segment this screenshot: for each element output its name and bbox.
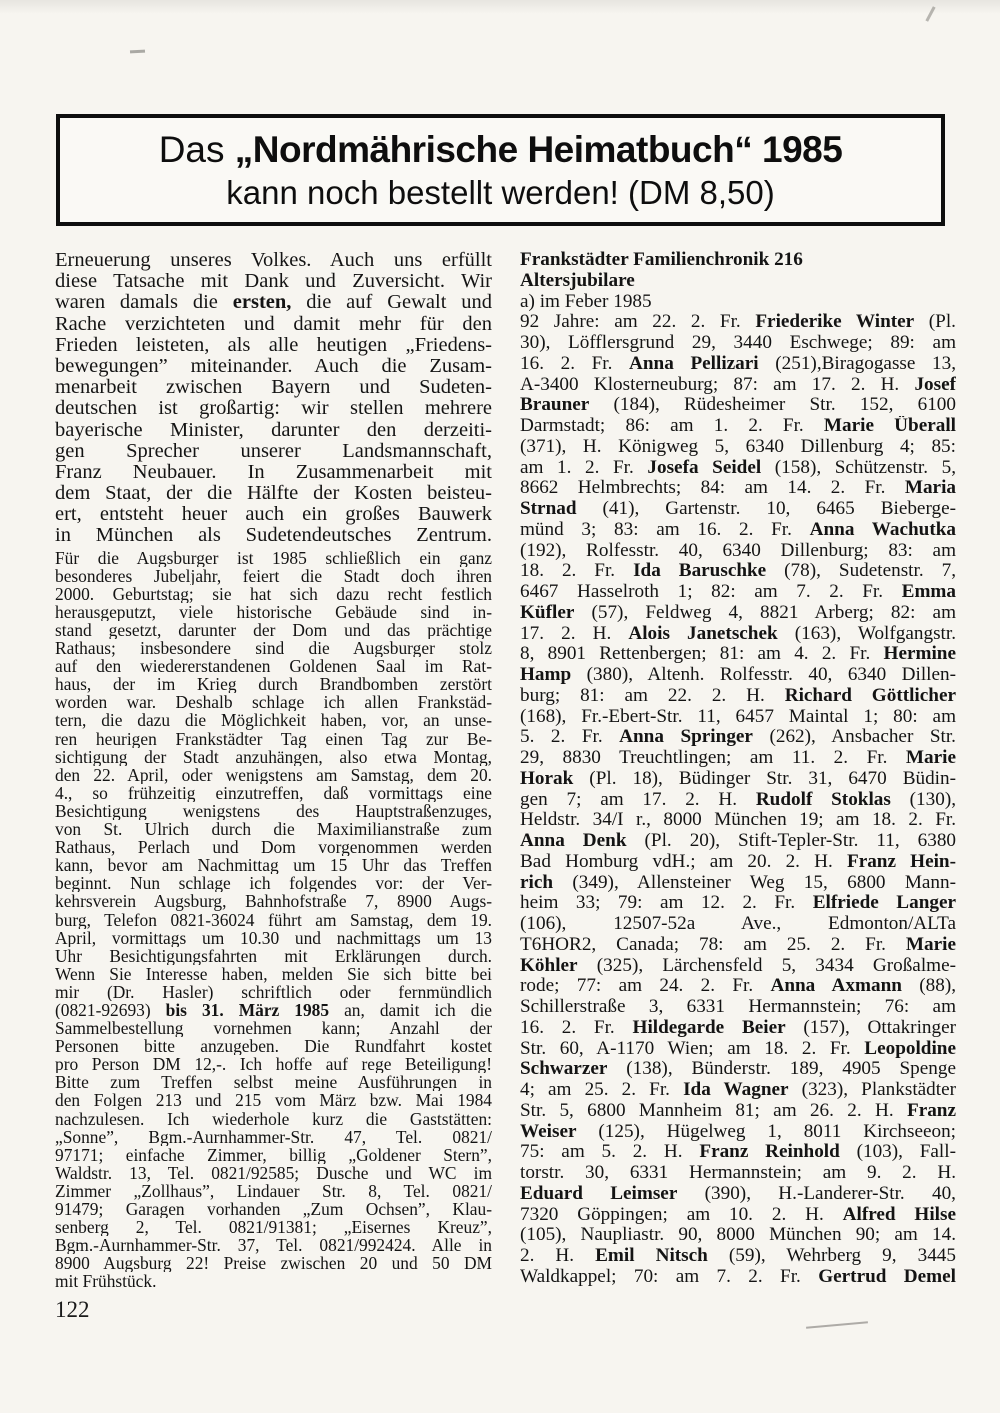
scan-artifact-speck bbox=[925, 6, 935, 22]
text-line: dem Staat, der die Hälfte der Kosten beisteu- bbox=[55, 483, 492, 505]
text-line: Personen bitte anzugeben. Die Rundfahrt kostet bbox=[55, 1037, 492, 1056]
text-line: 17. 2. H. Alois Janetschek (163), Wolfgangstr. bbox=[520, 623, 956, 644]
text-line: 5. 2. Fr. Anna Springer (262), Ansbacher Str. bbox=[520, 727, 956, 748]
text-line: 16. 2. Fr. Anna Pellizari (251),Biragogasse 13, bbox=[520, 353, 956, 374]
text-line: 8662 Helmbrechts; 84: am 14. 2. Fr. Maria bbox=[520, 478, 956, 499]
text-line: den 22. April, oder wenigstens am Samstag, dem 20. bbox=[55, 765, 492, 784]
banner-subtitle: kann noch bestellt werden! (DM 8,50) bbox=[226, 174, 775, 211]
text-line: Eduard Leimser (390), H.-Landerer-Str. 40, bbox=[520, 1183, 956, 1204]
text-line: Schwarzer (138), Bünderstr. 189, 4905 Spenge bbox=[520, 1059, 956, 1080]
text-line: Rathaus; insbesondere sind die Augsburger stolz bbox=[55, 639, 492, 658]
order-banner bbox=[56, 114, 945, 226]
text-line: nachzulesen. Ich wiederhole kurz die Gaststätten: bbox=[55, 1109, 492, 1128]
text-line: Küfler (57), Feldweg 4, 8821 Arberg; 82: am bbox=[520, 602, 956, 623]
text-run: Das bbox=[158, 129, 235, 170]
text-line: Bitte zum Treffen selbst meine Ausführungen in bbox=[55, 1073, 492, 1092]
text-line: Waldstr. 13, Tel. 0821/92585; Dusche und WC im bbox=[55, 1163, 492, 1182]
text-line: haus, der im Krieg durch Brandbomben zerstört bbox=[55, 675, 492, 694]
text-line: Für die Augsburger ist 1985 schließlich ein ganz bbox=[55, 548, 492, 567]
text-line: Rache verzichteten und damit mehr für den bbox=[55, 313, 492, 335]
text-line: 2. H. Emil Nitsch (59), Wehrberg 9, 3445 bbox=[520, 1246, 956, 1266]
text-line: Franz Neubauer. In Zusammenarbeit mit bbox=[55, 461, 492, 483]
text-line: 29, 8830 Treuchtlingen; am 11. 2. Fr. Marie bbox=[520, 748, 956, 768]
text-line: in München als Sudetendeutsches Zentrum. bbox=[55, 525, 492, 547]
text-line: „Sonne”, Bgm.-Aurnhammer-Str. 47, Tel. 0821/ bbox=[55, 1127, 492, 1146]
text-line: Str. 60, A-1170 Wien; am 18. 2. Fr. Leopoldine bbox=[520, 1038, 956, 1059]
text-line: Brauner (184), Rüdesheimer Str. 152, 6100 bbox=[520, 395, 956, 416]
text-line: kehrsverein Augsburg, Bahnhofstraße 7, 8900 Augs- bbox=[55, 892, 492, 911]
text-line: Bad Homburg vdH.; am 20. 2. H. Franz Hein- bbox=[520, 851, 956, 872]
text-line: am 1. 2. Fr. Josefa Seidel (158), Schützenstr. 5, bbox=[520, 457, 956, 478]
text-line: Strnad (41), Gartenstr. 10, 6465 Bieberge- bbox=[520, 499, 956, 519]
intro-paragraph bbox=[55, 250, 492, 547]
text-line: pro Person DM 12,-. Ich hoffe auf rege Beteiligung! bbox=[55, 1055, 492, 1074]
text-line: 4; am 25. 2. Fr. Ida Wagner (323), Plankstädter bbox=[520, 1080, 956, 1100]
text-line: ren heurigen Frankstädter Tag einen Tag zur Be- bbox=[55, 729, 492, 748]
text-line: ert, entsteht heuer auch ein großes Bauwerk bbox=[55, 504, 492, 526]
text-line: April, vormittags um 10.30 und nachmittags um 13 bbox=[55, 928, 492, 947]
text-line: 16. 2. Fr. Hildegarde Beier (157), Ottakringer bbox=[520, 1017, 956, 1038]
text-line: deutschen ist großartig: wir stellen mehrere bbox=[55, 398, 492, 420]
text-line: Waldkappel; 70: am 7. 2. Fr. Gertrud Demel bbox=[520, 1266, 956, 1287]
text-line: 8, 8901 Rettenbergen; 81: am 4. 2. Fr. Hermine bbox=[520, 644, 956, 665]
text-line: mir (Dr. Hasler) schriftlich oder fernmündlich bbox=[55, 982, 492, 1001]
text-line: rode; 77: am 24. 2. Fr. Anna Axmann (88), bbox=[520, 976, 956, 997]
text-line: senberg 2, Tel. 0821/91381; „Eisernes Kreuz”, bbox=[55, 1218, 492, 1237]
text-line: bewegungen” miteinander. Auch die Zusam- bbox=[55, 355, 492, 377]
text-line: 2000. Geburtstag; sie hat sich dazu recht festlich bbox=[55, 584, 492, 603]
text-line: Weiser (125), Hügelweg 1, 8011 Kirchseeon; bbox=[520, 1121, 956, 1142]
text-line: burg; 81: am 22. 2. H. Richard Göttlicher bbox=[520, 685, 956, 706]
text-line: 18. 2. Fr. Ida Baruschke (78), Sudetenstr. 7, bbox=[520, 561, 956, 582]
augsburg-meeting-paragraph bbox=[55, 549, 492, 1291]
text-line: rich (349), Allensteiner Weg 15, 6800 Mann- bbox=[520, 872, 956, 893]
text-line: torstr. 30, 6331 Hermannstein; am 9. 2. H. bbox=[520, 1163, 956, 1183]
text-line: 91479; Garagen vorhanden „Zum Ochsen”, Klau- bbox=[55, 1200, 492, 1219]
text-line: Sammelbestellung vornehmen kann; Anzahl der bbox=[55, 1019, 492, 1038]
text-line: 30), Löfflersgrund 29, 3440 Eschwege; 89: am bbox=[520, 333, 956, 353]
text-line: Erneuerung unseres Volkes. Auch uns erfüllt bbox=[55, 250, 492, 271]
text-line: Frankstädter Familienchronik 216 bbox=[520, 250, 803, 270]
text-line: 92 Jahre: am 22. 2. Fr. Friederike Winter (Pl. bbox=[520, 312, 956, 333]
text-line: diese Tatsache mit Dank und Zuversicht. Wir bbox=[55, 271, 492, 293]
text-line: Bgm.-Aurnhammer-Str. 37, Tel. 0821/992424. Alle in bbox=[55, 1236, 492, 1255]
text-line: sichtigung der Stadt anzuhängen, also etwa Montag, bbox=[55, 747, 492, 766]
text-line: tern, die dazu die Möglichkeit haben, vor, an unse- bbox=[55, 711, 492, 730]
text-line: beginnt. Nun schlage ich folgendes vor: der Ver- bbox=[55, 874, 492, 893]
text-line: Hamp (380), Altenh. Rolfesstr. 40, 6340 Dillen- bbox=[520, 665, 956, 685]
text-line: T6HOR2, Canada; 78: am 25. 2. Fr. Marie bbox=[520, 934, 956, 955]
text-line: den Folgen 213 und 215 vom März bzw. Mai 1984 bbox=[55, 1091, 492, 1110]
scan-artifact-scratch bbox=[806, 1321, 868, 1328]
text-line: 6467 Hasselroth 1; 82: am 7. 2. Fr. Emma bbox=[520, 582, 956, 602]
text-line: Darmstadt; 86: am 1. 2. Fr. Marie Überall bbox=[520, 416, 956, 436]
left-column bbox=[55, 250, 492, 1290]
text-line: a) im Feber 1985 bbox=[520, 291, 652, 312]
text-line: heim 33; 79: am 12. 2. Fr. Elfriede Langer bbox=[520, 893, 956, 914]
text-line: Köhler (325), Lärchensfeld 5, 3434 Großalme- bbox=[520, 955, 956, 976]
banner-title bbox=[60, 127, 941, 172]
text-line: mit Frühstück. bbox=[55, 1272, 157, 1291]
text-line: Wenn Sie Interesse haben, melden Sie sich bitte bei bbox=[55, 964, 492, 983]
text-line: (168), Fr.-Ebert-Str. 11, 6457 Maintal 1; 80: am bbox=[520, 706, 956, 727]
text-line: (0821-92693) bis 31. März 1985 an, damit ich die bbox=[55, 1000, 492, 1020]
text-line: 4., so frühzeitig einzutreffen, daß vormittags eine bbox=[55, 783, 492, 802]
text-line: münd 3; 83: am 16. 2. Fr. Anna Wachutka bbox=[520, 519, 956, 540]
text-line: 7320 Göppingen; am 10. 2. H. Alfred Hilse bbox=[520, 1204, 956, 1225]
text-line: (192), Rolfesstr. 40, 6340 Dillenburg; 83: am bbox=[520, 540, 956, 561]
text-line: A-3400 Klosterneuburg; 87: am 17. 2. H. Josef bbox=[520, 374, 956, 395]
text-line: Uhr Besichtigungsfahrten mit Erklärungen durch. bbox=[55, 946, 492, 965]
article-columns bbox=[55, 250, 956, 1290]
scan-artifact-dash bbox=[130, 50, 145, 54]
text-line: Besichtigung wenigstens des Hauptstraßenzuges, bbox=[55, 801, 492, 821]
text-line: bayerische Minister, darunter den derzeiti- bbox=[55, 419, 492, 441]
text-line: gen Sprecher unserer Landsmannschaft, bbox=[55, 440, 492, 462]
text-line: stand gesetzt, darunter der Dom und das prächtige bbox=[55, 621, 492, 640]
right-column bbox=[520, 250, 956, 1290]
text-line: Str. 5, 6800 Mannheim 81; am 26. 2. H. Franz bbox=[520, 1100, 956, 1121]
familienchronik-section bbox=[520, 250, 956, 1288]
text-line: 8900 Augsburg 22! Preise zwischen 20 und 50 DM bbox=[55, 1254, 492, 1273]
text-line: Anna Denk (Pl. 20), Stift-Tepler-Str. 11, 6380 bbox=[520, 831, 956, 851]
bold-text-run: „Nordmährische Heimatbuch“ 1985 bbox=[234, 129, 843, 170]
text-line: auf den wiedererstandenen Goldenen Saal im Rat- bbox=[55, 657, 492, 676]
text-line: waren damals die ersten, die auf Gewalt und bbox=[55, 292, 492, 314]
text-line: Zimmer „Zollhaus”, Lindauer Str. 8, Tel. 0821/ bbox=[55, 1181, 492, 1200]
text-line: Heldstr. 34/I r., 8000 München 19; am 18. 2. Fr. bbox=[520, 810, 956, 831]
text-line: Schillerstraße 3, 6331 Hermannstein; 76: am bbox=[520, 997, 956, 1017]
text-line: (371), H. Königweg 5, 6340 Dillenburg 4; 85: bbox=[520, 436, 956, 457]
text-line: worden war. Deshalb schlage ich allen Frankstäd- bbox=[55, 693, 492, 712]
text-line: gen 7; am 17. 2. H. Rudolf Stoklas (130), bbox=[520, 789, 956, 810]
text-line: 75: am 5. 2. H. Franz Reinhold (103), Fall- bbox=[520, 1142, 956, 1163]
text-line: 97171; einfache Zimmer, billig „Goldener Stern”, bbox=[55, 1145, 492, 1164]
page-number: 122 bbox=[55, 1297, 90, 1322]
text-line: burg, Telefon 0821-36024 führt am Samstag, dem 19. bbox=[55, 910, 492, 929]
text-line: (105), Naupliastr. 90, 8000 München 90; am 14. bbox=[520, 1225, 956, 1246]
text-line: Horak (Pl. 18), Büdinger Str. 31, 6470 Büdin- bbox=[520, 768, 956, 789]
text-line: von St. Ulrich durch die Maximilianstraße zum bbox=[55, 820, 492, 839]
text-line: herausgeputzt, viele historische Gebäude sind in- bbox=[55, 602, 492, 621]
text-line: Frieden leisteten, als alle heutigen „Friedens- bbox=[55, 334, 492, 356]
text-line: (106), 12507-52a Ave., Edmonton/ALTa bbox=[520, 914, 956, 934]
text-line: besonderes Jubeljahr, feiert die Stadt doch ihren bbox=[55, 566, 492, 585]
text-line: kann, bevor am Nachmittag um 15 Uhr das Treffen bbox=[55, 856, 492, 875]
text-line: menarbeit zwischen Bayern und Sudeten- bbox=[55, 377, 492, 399]
text-line: Altersjubilare bbox=[520, 270, 635, 291]
text-line: Rathaus, Perlach und Dom vorgenommen werden bbox=[55, 838, 492, 857]
